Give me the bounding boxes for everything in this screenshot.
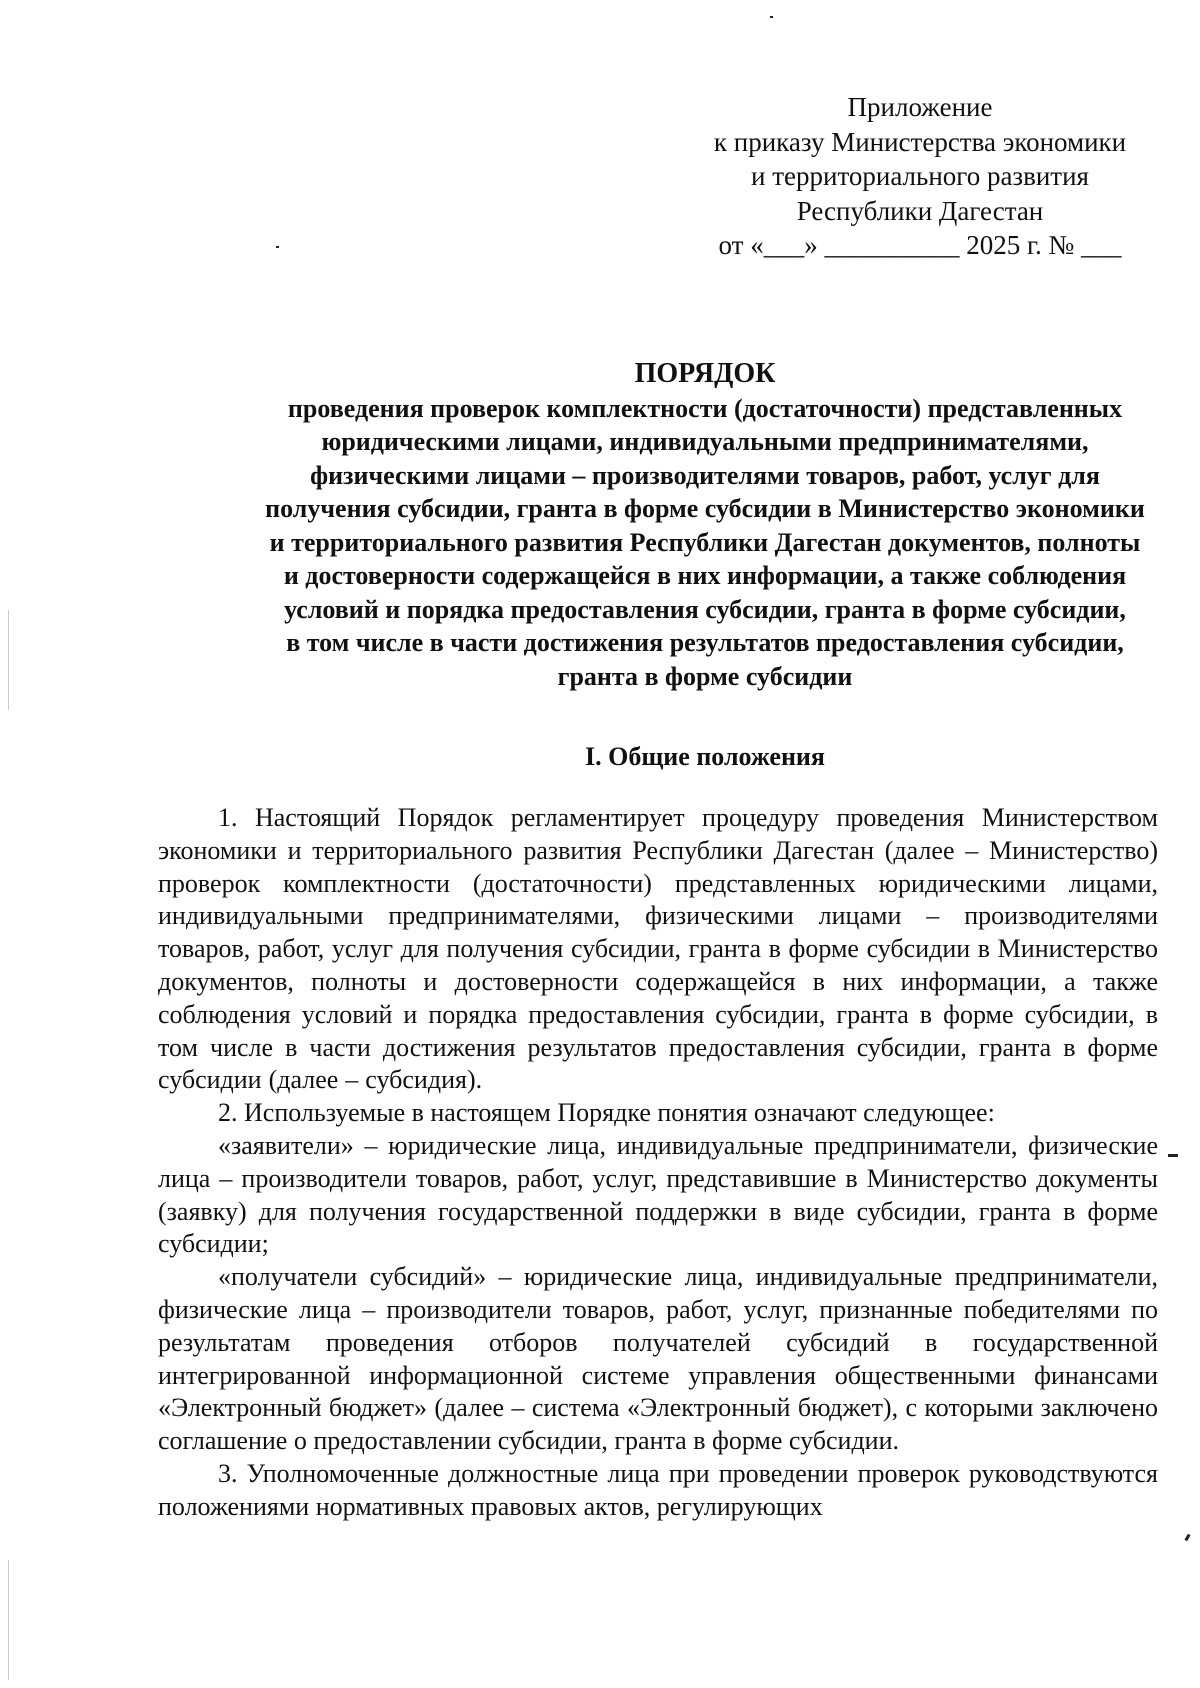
paragraph-3: 3. Уполномоченные должностные лица при проведении проверок руководствуются положениями нормативных правовых актов, регулирующих [158,1458,1158,1521]
appendix-order-ref: к приказу Министерства экономики [713,126,1127,157]
appendix-date-number: от «___» __________ 2025 г. № ___ [718,230,1122,260]
title-line: юридическими лицами, индивидуальными предпринимателями, [321,427,1089,456]
title-line: гранта в форме субсидии [557,661,853,691]
title-line: и территориального развития Республики Дагестан документов, полноты [269,527,1141,557]
paragraph-2: 2. Используемые в настоящем Порядке понятия означают следующее: [218,1098,995,1128]
definition-recipients: «получатели субсидий» – юридические лица, индивидуальные предприниматели, физические лица – производители товаров, работ, услуг, признанные победителями по результатам проведения отборов получателей субсидий в государственной интегрированной информационной системе управления общественными финансами «Электронный бюджет» (далее – система «Электронный бюджет), с которыми заключено соглашение о предоставлении субсидии, гранта в форме субсидии. [158,1262,1158,1456]
title-heading: ПОРЯДОК [634,358,776,389]
title-line: проведения проверок комплектности (достаточности) представленных [287,393,1123,423]
appendix-republic: Республики Дагестан [796,195,1044,226]
appendix-title: Приложение [847,92,993,122]
definition-applicants: «заявители» – юридические лица, индивидуальные предприниматели, физические лица – производители товаров, работ, услуг, представившие в Министерство документы (заявку) для получения государственной поддержки в виде субсидии, гранта в форме субсидии; [158,1130,1158,1259]
scan-margin-line [8,610,9,710]
scan-speck [1168,1154,1178,1157]
title-line: и достоверности содержащейся в них информации, а также соблюдения [283,561,1127,590]
section-heading: I. Общие положения [585,742,825,771]
body-text [158,802,1158,1524]
paragraph-1: 1. Настоящий Порядок регламентирует процедуру проведения Министерством экономики и территориального развития Республики Дагестан (далее – Министерство) проверок комплектности (достаточности) представленных юридическими лицами, индивидуальными предпринимателями, физическими лицами – производителями товаров, работ, услуг для получения субсидии, гранта в форме субсидии в Министерство документов, полноты и достоверности содержащейся в них информации, а также соблюдения условий и порядка предоставления субсидии, гранта в форме субсидии, в том числе в части достижения результатов предоставления субсидии, гранта в форме субсидии (далее – субсидия). [158,803,1158,1095]
title-line: условий и порядка предоставления субсидии, гранта в форме субсидии, [284,594,1126,624]
appendix-block [690,90,1150,263]
scan-margin-line [8,1560,9,1680]
title-line: физическими лицами – производителями товаров, работ, услуг для [310,460,1100,490]
scan-speck [770,16,773,18]
title-line: в том числе в части достижения результатов предоставления субсидии, [286,628,1124,657]
title-line: получения субсидии, гранта в форме субсидии в Министерство экономики [265,494,1145,523]
scan-speck [1184,1534,1190,1542]
appendix-ministry: и территориального развития [751,161,1089,191]
document-title [140,357,1200,693]
scan-speck [276,246,279,248]
